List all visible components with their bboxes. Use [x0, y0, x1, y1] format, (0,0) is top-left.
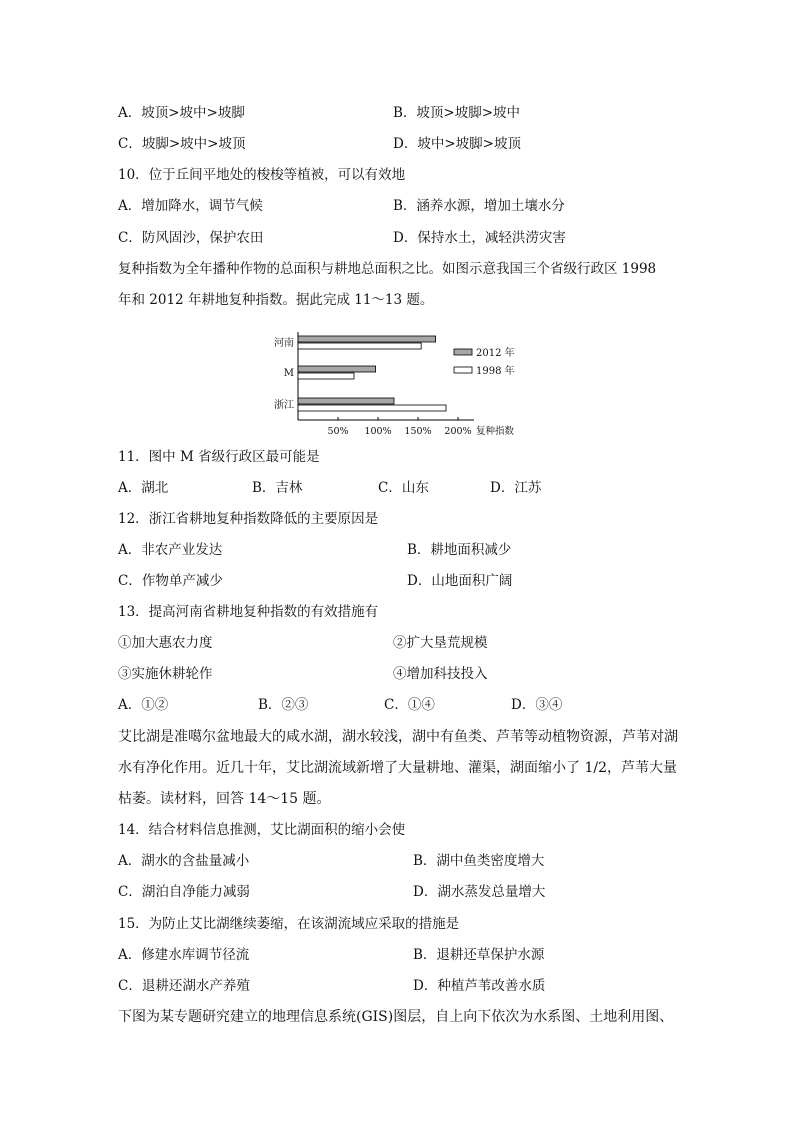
legend-label: 2012 年 — [476, 348, 515, 359]
bar — [298, 398, 394, 404]
intro2-line2: 水有净化作用。近几十年，艾比湖流域新增了大量耕地、灌渠，湖面缩小了 1/2，芦苇大量 — [118, 760, 677, 776]
q10-option-c: C．防风固沙，保护农田 — [118, 230, 264, 246]
q15-option-b: B．退耕还草保护水源 — [413, 947, 545, 963]
q11-option-a: A．湖北 — [118, 480, 169, 496]
q9-option-d: D．坡中>坡脚>坡顶 — [393, 136, 521, 152]
bar — [298, 343, 421, 349]
q12-option-a: A．非农产业发达 — [118, 542, 223, 558]
x-tick-label: 200% — [444, 426, 472, 437]
q15-option-a: A．修建水库调节径流 — [118, 947, 250, 963]
legend-label: 1998 年 — [476, 366, 515, 377]
q11-option-d: D．江苏 — [490, 480, 542, 496]
q10-option-b: B．涵养水源，增加土壤水分 — [393, 198, 565, 214]
category-label: 浙江 — [274, 400, 294, 411]
q11-option-b: B．吉林 — [252, 480, 303, 496]
q13-stem: 13．提高河南省耕地复种指数的有效措施有 — [118, 604, 379, 620]
x-axis-label: 复种指数 — [476, 426, 515, 437]
q13-option-d: D．③④ — [511, 697, 563, 713]
intro2-line1: 艾比湖是准噶尔盆地最大的咸水湖，湖水较浅，湖中有鱼类、芦苇等动植物资源，芦苇对湖 — [118, 729, 678, 745]
q11-option-c: C．山东 — [378, 480, 429, 496]
q13-option-b: B．②③ — [258, 697, 309, 713]
q12-stem: 12．浙江省耕地复种指数降低的主要原因是 — [118, 511, 379, 527]
q14-option-c: C．湖泊自净能力减弱 — [118, 884, 250, 900]
q14-option-a: A．湖水的含盐量减小 — [118, 853, 250, 869]
legend-swatch — [454, 349, 472, 355]
q10-option-a: A．增加降水，调节气候 — [118, 198, 263, 214]
q15-option-d: D．种植芦苇改善水质 — [413, 978, 546, 994]
q13-option-c: C．①④ — [384, 697, 435, 713]
intro3-line1: 下图为某专题研究建立的地理信息系统(GIS)图层，自上向下依次为水系图、土地利用图、 — [118, 1009, 674, 1025]
q9-option-a: A．坡顶>坡中>坡脚 — [118, 105, 245, 121]
x-tick-label: 50% — [327, 426, 349, 437]
q12-option-d: D．山地面积广阔 — [407, 573, 513, 589]
category-label: M — [283, 368, 294, 379]
q13-item-4: ④增加科技投入 — [393, 666, 488, 682]
x-tick-label: 100% — [364, 426, 392, 437]
q12-option-b: B．耕地面积减少 — [407, 542, 512, 558]
q13-item-2: ②扩大垦荒规模 — [393, 635, 488, 651]
q13-option-a: A．①② — [118, 697, 169, 713]
q11-stem: 11．图中 M 省级行政区最可能是 — [118, 449, 320, 465]
q13-item-3: ③实施休耕轮作 — [118, 666, 213, 682]
bar — [298, 336, 436, 342]
q13-item-1: ①加大惠农力度 — [118, 635, 213, 651]
legend-swatch — [454, 367, 472, 373]
q15-option-c: C．退耕还湖水产养殖 — [118, 978, 250, 994]
q14-stem: 14．结合材料信息推测，艾比湖面积的缩小会使 — [118, 822, 406, 838]
category-label: 河南 — [274, 338, 294, 349]
intro1-line2: 年和 2012 年耕地复种指数。据此完成 11～13 题。 — [118, 292, 434, 308]
bar — [298, 366, 376, 372]
q9-option-c: C．坡脚>坡中>坡顶 — [118, 136, 246, 152]
q10-option-d: D．保持水土，减轻洪涝灾害 — [393, 230, 566, 246]
q9-option-b: B．坡顶>坡脚>坡中 — [393, 105, 521, 121]
x-tick-label: 150% — [404, 426, 432, 437]
multiple-cropping-index-chart — [260, 328, 550, 440]
q10-stem: 10．位于丘间平地处的梭梭等植被，可以有效地 — [118, 167, 406, 183]
q12-option-c: C．作物单产减少 — [118, 573, 223, 589]
bar — [298, 373, 354, 379]
q14-option-d: D．湖水蒸发总量增大 — [413, 884, 546, 900]
intro2-line3: 枯萎。读材料，回答 14～15 题。 — [118, 791, 331, 807]
q14-option-b: B．湖中鱼类密度增大 — [413, 853, 545, 869]
intro1-line1: 复种指数为全年播种作物的总面积与耕地总面积之比。如图示意我国三个省级行政区 1998 — [118, 261, 657, 277]
bar — [298, 405, 446, 411]
q15-stem: 15．为防止艾比湖继续萎缩，在该湖流域应采取的措施是 — [118, 916, 460, 932]
